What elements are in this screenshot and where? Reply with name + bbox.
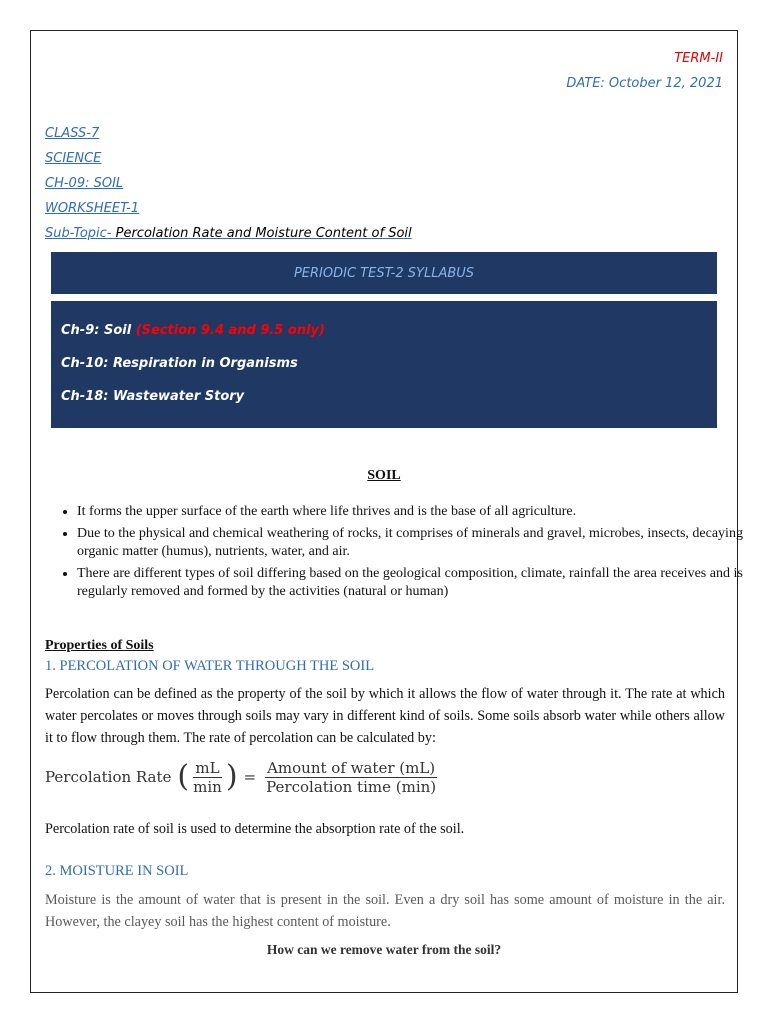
syllabus-item bbox=[61, 389, 244, 404]
syllabus-title: PERIODIC TEST-2 SYLLABUS bbox=[51, 252, 717, 294]
syllabus-item bbox=[61, 323, 325, 338]
syllabus-item-text: Ch-18: Wastewater Story bbox=[61, 389, 245, 404]
syllabus-box bbox=[51, 301, 717, 428]
formula-unit-num: mL bbox=[195, 758, 220, 777]
bullet-item: • It forms the upper surface of the earth where life thrives and is the base of all agriculture. bbox=[77, 503, 753, 521]
formula-lhs: Percolation Rate bbox=[45, 768, 172, 786]
bullet-item: • Due to the physical and chemical weathering of rocks, it comprises of minerals and gravel, microbes, insects, decaying organic matter (humus), nutrients, water, and air. bbox=[77, 525, 753, 561]
section1-paragraph: Percolation can be defined as the property of the soil by which it allows the flow of water through it. The rate at which water percolates or moves through soils may vary in different kind of soils. Some soils absorb water while others allow it to flow through them. The rate of percolation can be calculated by: bbox=[45, 686, 725, 746]
formula-unit-den: min bbox=[193, 777, 222, 796]
formula-rhs-num: Amount of water (mL) bbox=[267, 758, 436, 777]
date-label: DATE: October 12, 2021 bbox=[566, 76, 723, 91]
class-label: CLASS-7 bbox=[45, 126, 100, 141]
question-text: How can we remove water from the soil? bbox=[266, 942, 502, 957]
section2-title: 2. MOISTURE IN SOIL bbox=[45, 863, 189, 879]
section2-paragraph: Moisture is the amount of water that is present in the soil. Even a dry soil has some amount of moisture in the air. However, the clayey soil has the highest content of moisture. bbox=[45, 892, 725, 930]
subtopic-label: Sub-Topic- bbox=[45, 226, 112, 241]
syllabus-item-note: (Section 9.4 and 9.5 only) bbox=[135, 323, 325, 338]
right-paren-icon: ) bbox=[225, 759, 238, 794]
syllabus-item-text: Ch-10: Respiration in Organisms bbox=[61, 356, 298, 371]
bullet-item: • There are different types of soil differing based on the geological composition, climate, rainfall the area receives and is regularly removed and formed by the activities (natural or human) bbox=[77, 565, 753, 601]
formula-unit-fraction bbox=[191, 759, 224, 796]
syllabus-item bbox=[61, 356, 298, 371]
left-paren-icon: ( bbox=[177, 759, 190, 794]
term-label: TERM-II bbox=[674, 51, 723, 66]
formula-rhs-fraction bbox=[264, 759, 438, 796]
subtopic-line bbox=[45, 226, 412, 241]
properties-heading: Properties of Soils bbox=[45, 638, 154, 653]
subject-label: SCIENCE bbox=[45, 151, 102, 166]
percolation-formula bbox=[45, 752, 440, 802]
soil-bullet-list bbox=[45, 503, 753, 605]
chapter-label: CH-09: SOIL bbox=[45, 176, 124, 191]
formula-rhs-den: Percolation time (min) bbox=[266, 777, 437, 796]
section1-title: 1. PERCOLATION OF WATER THROUGH THE SOIL bbox=[45, 658, 375, 674]
section1-note: Percolation rate of soil is used to determine the absorption rate of the soil. bbox=[45, 821, 465, 837]
worksheet-label: WORKSHEET-1 bbox=[45, 201, 140, 216]
syllabus-item-text: Ch-9: Soil bbox=[61, 323, 136, 338]
soil-heading: SOIL bbox=[367, 468, 401, 483]
formula-equals: = bbox=[243, 768, 257, 786]
subtopic-text: Percolation Rate and Moisture Content of Soil bbox=[111, 226, 412, 241]
